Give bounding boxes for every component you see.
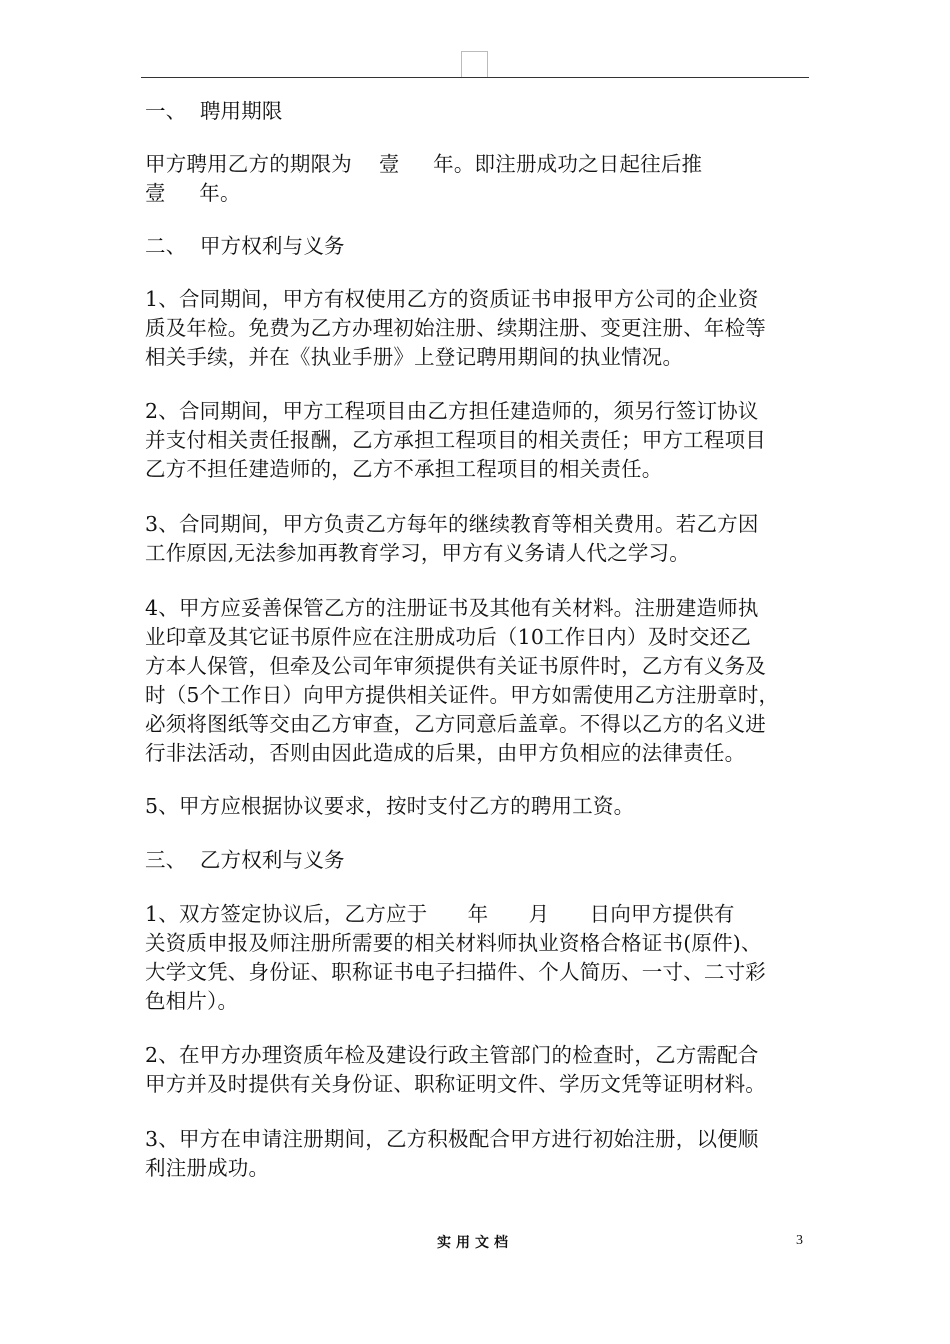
paragraph-term: 甲方聘用乙方的期限为 壹 年。即注册成功之日起往后推 壹 年。 [145,152,703,205]
paragraph-b-1: 1、双方签定协议后，乙方应于 年 月 日向甲方提供有 关资质申报及师注册所需要的相关材料师执业资格合格证书(原件)、 大学文凭、身份证、职称证书电子扫描件、个人简历、一寸、二寸彩 色相片）。 [145,902,766,1013]
footer-label: 实用文档 [437,1235,513,1251]
paragraph-a-4: 4、甲方应妥善保管乙方的注册证书及其他有关材料。注册建造师执 业印章及其它证书原件应在注册成功后（10工作日内）及时交还乙 方本人保管，但牵及公司年审须提供有关证书原件时，乙方有义务及 时（5个工作日）向甲方提供相关证件。甲方如需使用乙方注册章时， 必须将图纸等交由乙方审查，乙方同意后盖章。不得以乙方的名义进 行非法活动，否则由因此造成的后果，由甲方负相应的法律责任。 [145,596,780,765]
section-heading-party-a: 二、 甲方权利与义务 [145,234,345,258]
paragraph-b-3: 3、甲方在申请注册期间，乙方积极配合甲方进行初始注册，以便顺 利注册成功。 [145,1127,759,1180]
header-rule [141,77,809,78]
paragraph-a-3: 3、合同期间，甲方负责乙方每年的继续教育等相关费用。若乙方因 工作原因,无法参加再教育学习，甲方有义务请人代之学习。 [145,512,759,565]
section-heading-party-b: 三、 乙方权利与义务 [145,848,345,872]
section-heading-term: 一、 聘用期限 [145,99,283,123]
paragraph-a-1: 1、合同期间，甲方有权使用乙方的资质证书申报甲方公司的企业资 质及年检。免费为乙方办理初始注册、续期注册、变更注册、年检等 相关手续，并在《执业手册》上登记聘用期间的执业情况。 [145,287,766,369]
header-box [461,51,488,77]
paragraph-b-2: 2、在甲方办理资质年检及建设行政主管部门的检查时，乙方需配合 甲方并及时提供有关身份证、职称证明文件、学历文凭等证明材料。 [145,1043,766,1096]
paragraph-a-2: 2、合同期间，甲方工程项目由乙方担任建造师的，须另行签订协议 并支付相关责任报酬，乙方承担工程项目的相关责任；甲方工程项目 乙方不担任建造师的，乙方不承担工程项目的相关责任。 [145,399,766,481]
paragraph-a-5: 5、甲方应根据协议要求，按时支付乙方的聘用工资。 [145,794,635,818]
page-number: 3 [796,1233,803,1248]
